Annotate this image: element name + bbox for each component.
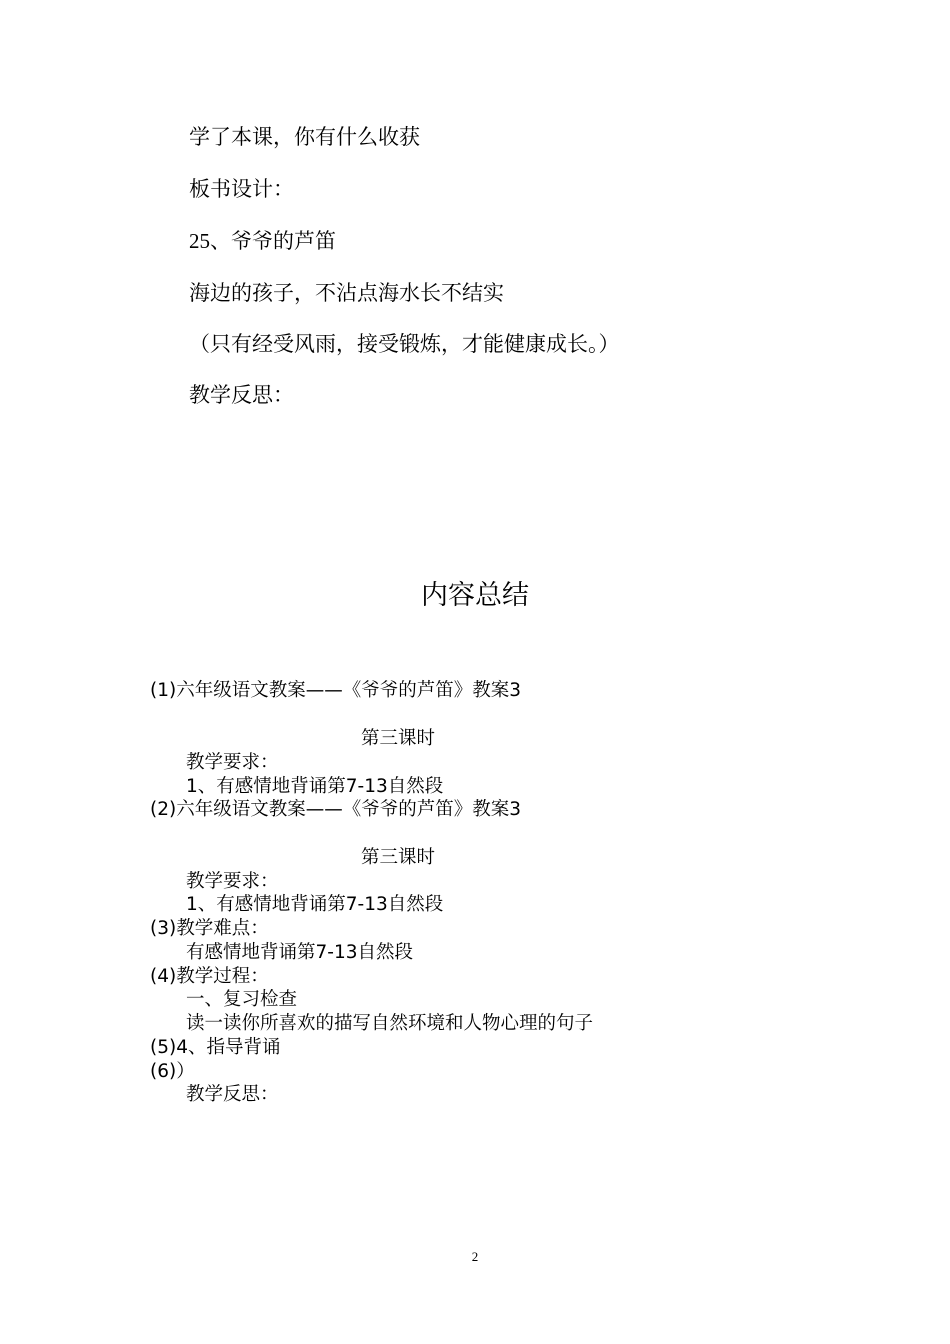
- board-line-2: （只有经受风雨，接受锻炼，才能健康成长。）: [189, 332, 620, 356]
- summary-line-requirement-label: 教学要求：: [186, 871, 279, 892]
- item-marker: (4): [150, 966, 177, 987]
- summary-line-requirement: 1、有感情地背诵第7-13自然段: [186, 776, 444, 797]
- summary-item-2: [150, 798, 521, 822]
- summary-line-reflection: 教学反思：: [186, 1084, 279, 1105]
- summary-item-4: [150, 965, 269, 989]
- summary-item-1: [150, 679, 521, 703]
- item-marker: (6): [150, 1061, 177, 1082]
- item-text: 教学难点：: [176, 918, 269, 939]
- page-number: 2: [471, 1249, 479, 1264]
- summary-line-lesson-period: 第三课时: [360, 847, 435, 868]
- item-text: ）: [176, 1061, 195, 1082]
- summary-item-3: [150, 917, 269, 941]
- summary-line-review: 一、复习检查: [186, 989, 298, 1010]
- item-text: 六年级语文教案——《爷爷的芦笛》教案3: [176, 680, 521, 701]
- board-line-1: 海边的孩子，不沾点海水长不结实: [189, 281, 504, 305]
- summary-line-difficulty: 有感情地背诵第7-13自然段: [186, 942, 413, 963]
- summary-item-6: [150, 1060, 195, 1084]
- item-marker: (5): [150, 1037, 177, 1058]
- lesson-title: 、爷爷的芦笛: [210, 229, 336, 253]
- summary-line-requirement: 1、有感情地背诵第7-13自然段: [186, 894, 444, 915]
- item-marker: (3): [150, 918, 177, 939]
- summary-line-requirement-label: 教学要求：: [186, 752, 279, 773]
- item-text: 教学过程：: [176, 966, 269, 987]
- lesson-number: 25: [189, 229, 210, 253]
- item-marker: (1): [150, 680, 177, 701]
- summary-title: 内容总结: [421, 580, 529, 611]
- lesson-heading: [189, 227, 336, 255]
- reflection-label: 教学反思：: [189, 383, 294, 407]
- summary-item-5: [150, 1036, 281, 1060]
- summary-line-lesson-period: 第三课时: [360, 728, 435, 749]
- item-text: 4、指导背诵: [176, 1037, 281, 1058]
- item-marker: (2): [150, 799, 177, 820]
- item-text: 六年级语文教案——《爷爷的芦笛》教案3: [176, 799, 521, 820]
- harvest-question: 学了本课，你有什么收获: [189, 125, 420, 149]
- summary-line-reading: 读一读你所喜欢的描写自然环境和人物心理的句子: [186, 1013, 594, 1034]
- board-design-label: 板书设计：: [189, 177, 294, 201]
